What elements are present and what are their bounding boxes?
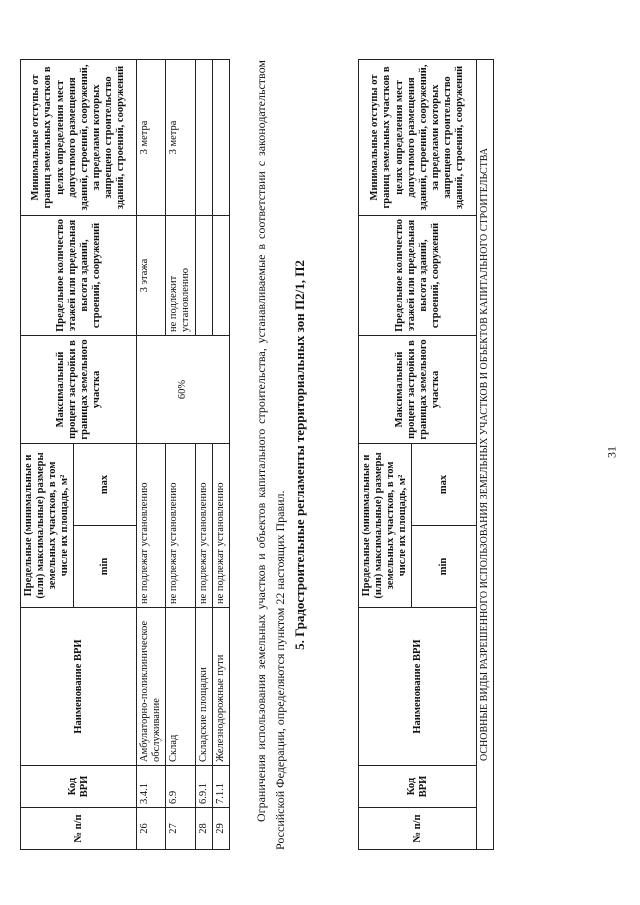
table-header-row	[21, 59, 74, 849]
header-floors: Предельное количество этажей или предельная высота зданий, строений, сооружений	[359, 215, 477, 335]
page-number: 31	[604, 446, 619, 458]
cell-setbacks	[195, 59, 212, 215]
header-num: № п/п	[359, 808, 477, 850]
cell-name: Амбулаторно-поликлиническое обслуживание	[137, 608, 166, 766]
header-sizes: Предельные (минимальные и (или) максимальные) размеры земельных участков, в том числе их площадь, м²	[359, 443, 412, 607]
header-percent: Максимальный процент застройки в границах земельного участка	[21, 335, 137, 443]
regulations-table-continued	[20, 59, 230, 850]
table-row	[195, 59, 212, 849]
cell-name: Склад	[166, 608, 195, 766]
cell-code: 3.4.1	[137, 766, 166, 808]
table-section-row	[477, 59, 494, 849]
cell-sizes: не подлежат установлению	[137, 443, 166, 607]
header-name: Наименование ВРИ	[359, 608, 477, 766]
header-name: Наименование ВРИ	[21, 608, 137, 766]
cell-code: 7.1.1	[212, 766, 229, 808]
restrictions-paragraph: Ограничения использования земельных участков и объектов капитального строительства, устанавливаемые в соответствии с законодательством Российской Федерации, определяются пунктом 22 настоящих Правил.	[254, 60, 287, 850]
header-code: Код ВРИ	[21, 766, 137, 808]
header-sizes: Предельные (минимальные и (или) максимальные) размеры земельных участков, в том числе их площадь, м²	[21, 443, 74, 607]
cell-setbacks: 3 метра	[137, 59, 166, 215]
header-percent: Максимальный процент застройки в границах земельного участка	[359, 335, 477, 443]
cell-num: 27	[166, 808, 195, 850]
rotated-page-content	[20, 60, 580, 850]
table-header-row	[359, 59, 412, 849]
header-num: № п/п	[21, 808, 137, 850]
cell-floors: не подлежит установлению	[166, 215, 195, 335]
header-max: max	[74, 443, 137, 525]
cell-num: 26	[137, 808, 166, 850]
table-row	[212, 59, 229, 849]
cell-num: 29	[212, 808, 229, 850]
cell-name: Железнодорожные пути	[212, 608, 229, 766]
cell-sizes: не подлежат установлению	[195, 443, 212, 607]
section-row-label: ОСНОВНЫЕ ВИДЫ РАЗРЕШЕННОГО ИСПОЛЬЗОВАНИЯ ЗЕМЕЛЬНЫХ УЧАСТКОВ И ОБЪЕКТОВ КАПИТАЛЬНОГО СТРОИТЕЛЬСТВА	[477, 59, 494, 849]
regulations-table-p2	[358, 59, 494, 850]
cell-floors	[195, 215, 212, 335]
table-row	[137, 59, 166, 849]
cell-floors: 3 этажа	[137, 215, 166, 335]
cell-name: Складские площадки	[195, 608, 212, 766]
cell-num: 28	[195, 808, 212, 850]
cell-sizes: не подлежат установлению	[166, 443, 195, 607]
header-setbacks: Минимальные отступы от границ земельных участков в целях определения мест допустимого размещения зданий, строений, сооружений, за пределами которых запрещено строительство зданий, строений, сооружений	[359, 59, 477, 215]
table-row	[166, 59, 195, 849]
header-min: min	[74, 526, 137, 608]
header-setbacks: Минимальные отступы от границ земельных участков в целях определения мест допустимого размещения зданий, строений, сооружений, за пределами которых запрещено строительство зданий, строений, сооружений	[21, 59, 137, 215]
header-min: min	[412, 526, 477, 608]
cell-code: 6.9.1	[195, 766, 212, 808]
header-floors: Предельное количество этажей или предельная высота зданий, строений, сооружений	[21, 215, 137, 335]
cell-code: 6.9	[166, 766, 195, 808]
cell-percent: 60%	[137, 335, 229, 443]
cell-setbacks: 3 метра	[166, 59, 195, 215]
cell-setbacks	[212, 59, 229, 215]
header-max: max	[412, 443, 477, 525]
section-heading: 5. Градостроительные регламенты территориальных зон П2/1, П2	[292, 260, 307, 650]
header-code: Код ВРИ	[359, 766, 477, 808]
cell-floors	[212, 215, 229, 335]
cell-sizes: не подлежат установлению	[212, 443, 229, 607]
